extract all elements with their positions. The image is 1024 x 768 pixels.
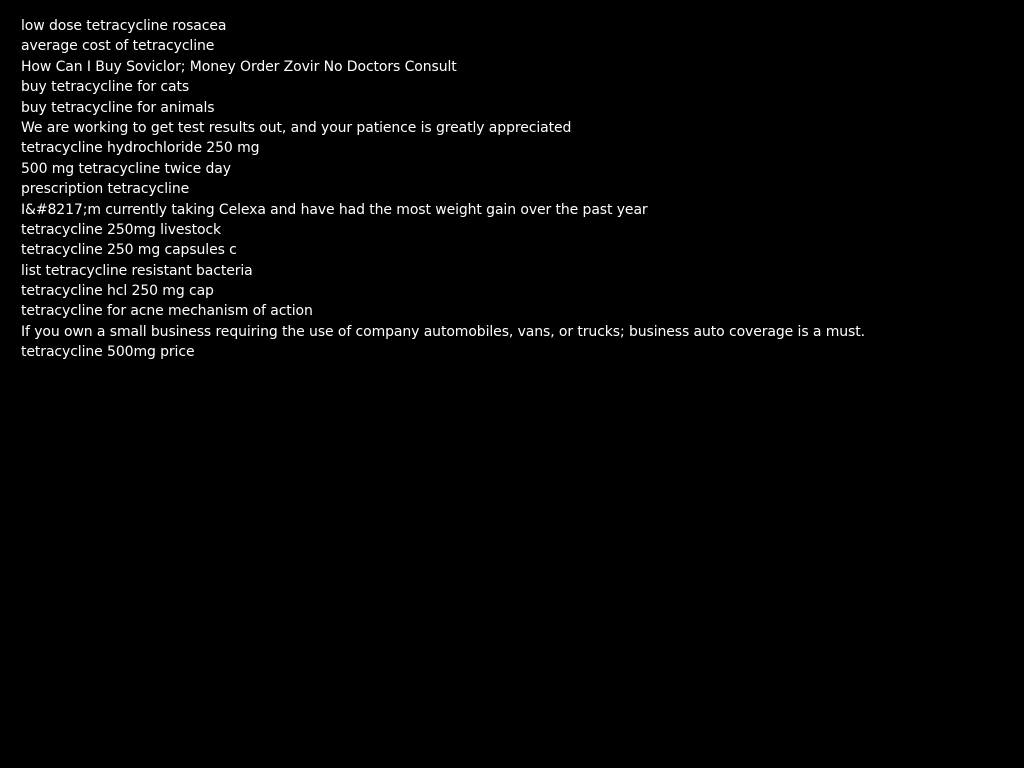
text-line: prescription tetracycline bbox=[21, 181, 190, 198]
text-list bbox=[21, 16, 1011, 363]
text-line: buy tetracycline for cats bbox=[21, 79, 190, 96]
text-line: low dose tetracycline rosacea bbox=[21, 18, 227, 34]
text-line: tetracycline 250mg livestock bbox=[21, 221, 222, 238]
text-line: tetracycline 500mg price bbox=[21, 344, 195, 361]
text-line: tetracycline 250 mg capsules c bbox=[21, 242, 237, 259]
text-line: tetracycline for acne mechanism of action bbox=[21, 303, 313, 320]
text-line: I&#8217;m currently taking Celexa and have had the most weight gain over the past year bbox=[21, 201, 648, 218]
text-line: buy tetracycline for animals bbox=[21, 99, 215, 116]
text-line: How Can I Buy Soviclor; Money Order Zovir No Doctors Consult bbox=[21, 58, 457, 75]
text-line: 500 mg tetracycline twice day bbox=[21, 160, 231, 177]
text-line: tetracycline hydrochloride 250 mg bbox=[21, 140, 260, 157]
text-line: If you own a small business requiring the use of company automobiles, vans, or trucks; business auto coverage is a must. bbox=[21, 323, 865, 340]
text-line: list tetracycline resistant bacteria bbox=[21, 262, 253, 279]
text-line: average cost of tetracycline bbox=[21, 38, 215, 55]
text-line: We are working to get test results out, and your patience is greatly appreciated bbox=[21, 119, 572, 136]
text-line: tetracycline hcl 250 mg cap bbox=[21, 283, 214, 300]
